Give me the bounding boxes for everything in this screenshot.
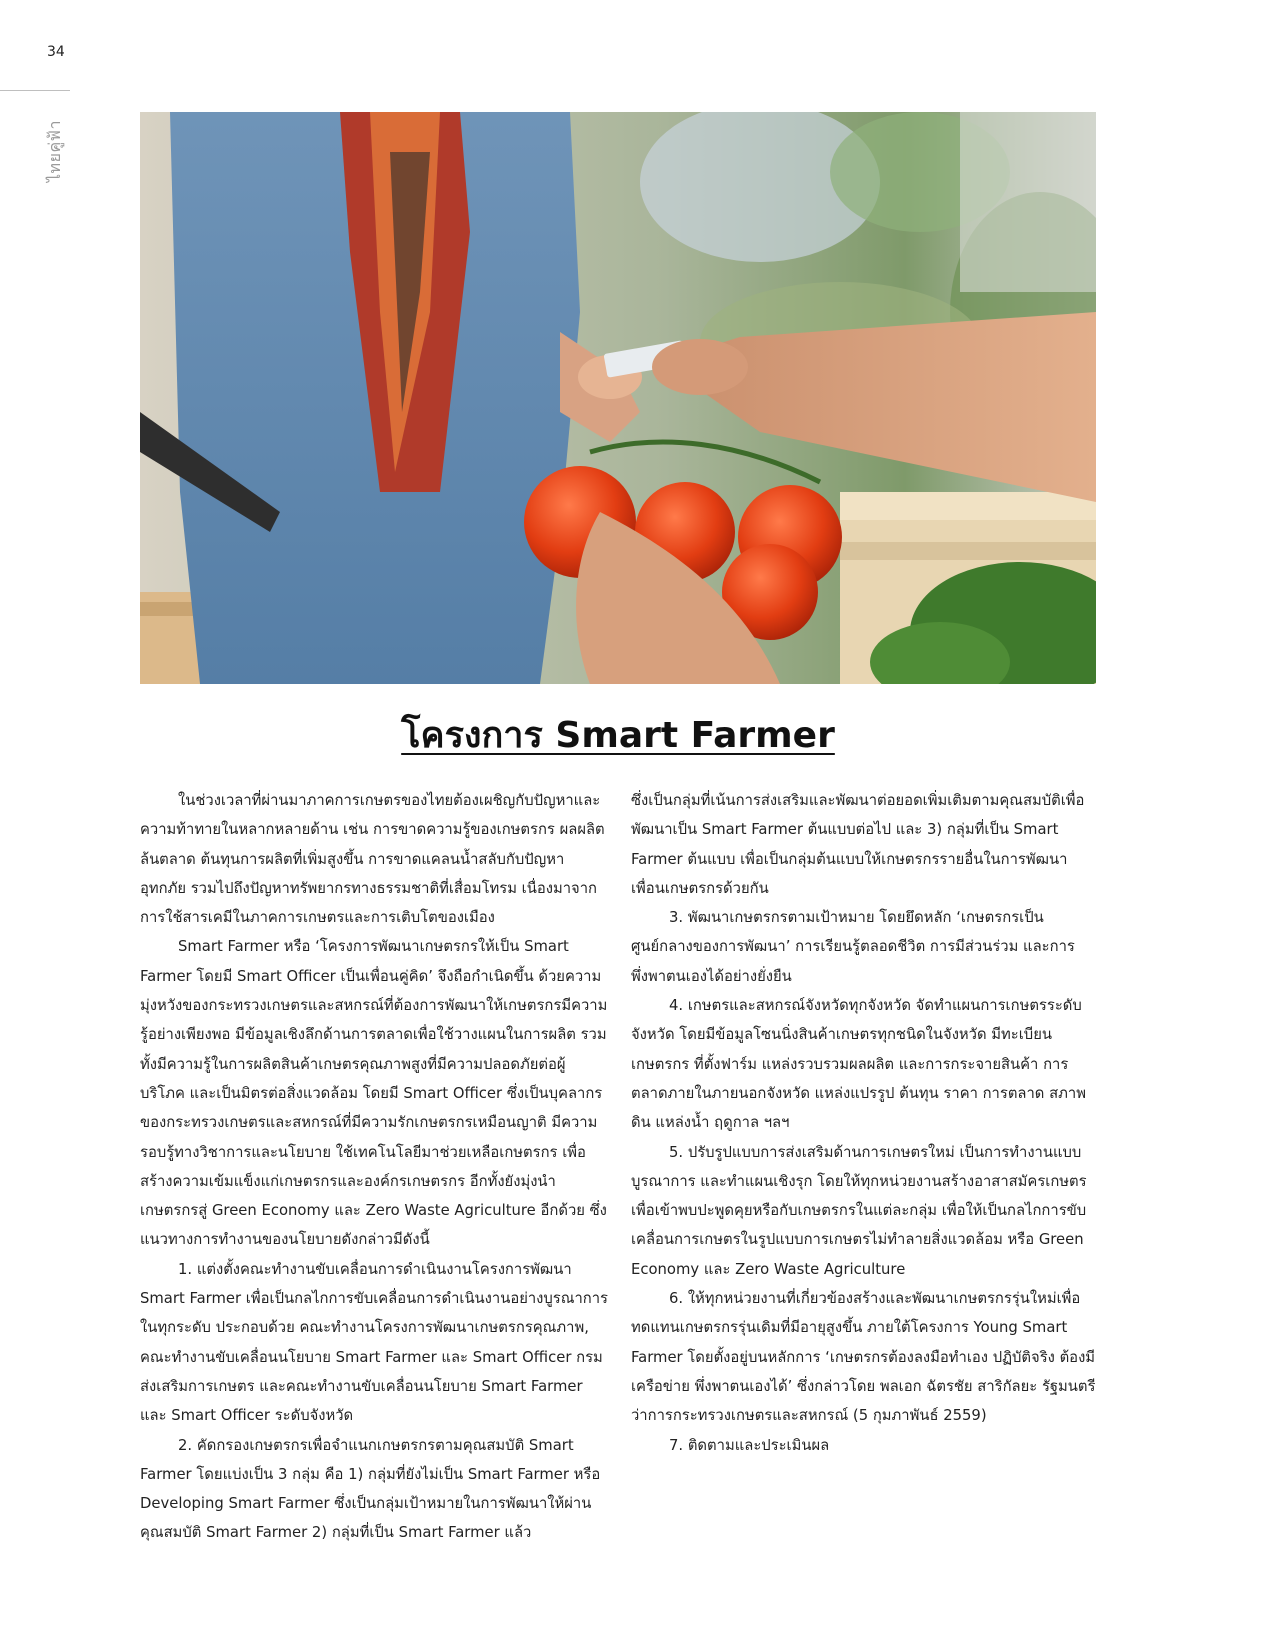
- paragraph: 3. พัฒนาเกษตรกรตามเป้าหมาย โดยยึดหลัก ‘เกษตรกรเป็นศูนย์กลางของการพัฒนา’ การเรียนรู้ตลอดชีวิต การมีส่วนร่วม และการพึ่งพาตนเองได้อย่างยั่งยืน: [631, 909, 1075, 985]
- section-label: ไทยคู่ฟ้า: [45, 120, 64, 182]
- market-photo-illustration: [140, 112, 1096, 684]
- paragraph: ในช่วงเวลาที่ผ่านมาภาคการเกษตรของไทยต้องเผชิญกับปัญหาและความท้าทายในหลากหลายด้าน เช่น การขาดความรู้ของเกษตรกร ผลผลิตล้นตลาด ต้นทุนการผลิตที่เพิ่มสูงขึ้น การขาดแคลนน้ำสลับกับปัญหาอุทกภัย รวมไปถึงปัญหาทรัพยากรทางธรรมชาติที่เสื่อมโทรม เนื่องมาจากการใช้สารเคมีในภาคการเกษตรและการเติบโตของเมือง: [140, 792, 605, 927]
- paragraph: 6. ให้ทุกหน่วยงานที่เกี่ยวข้องสร้างและพัฒนาเกษตรกรรุ่นใหม่เพื่อทดแทนเกษตรกรรุ่นเดิมที่มีอายุสูงขึ้น ภายใต้โครงการ Young Smart Farmer โดยตั้งอยู่บนหลักการ ‘เกษตรกรต้องลงมือทำเอง ปฏิบัติจริง ต้องมีเครือข่าย พึ่งพาตนเองได้’ ซึ่งกล่าวโดย พลเอก ฉัตรชัย สาริกัลยะ รัฐมนตรีว่าการกระทรวงเกษตรและสหกรณ์ (5 กุมภาพันธ์ 2559): [631, 1290, 1096, 1425]
- article-title: [140, 706, 1096, 763]
- paragraph: 4. เกษตรและสหกรณ์จังหวัดทุกจังหวัด จัดทำแผนการเกษตรระดับจังหวัด โดยมีข้อมูลโซนนิ่งสินค้าเกษตรทุกชนิดในจังหวัด มีทะเบียนเกษตรกร ที่ตั้งฟาร์ม แหล่งรวบรวมผลผลิต และการกระจายสินค้า การตลาดภายในภายนอกจังหวัด แหล่งแปรรูป ต้นทุน ราคา การตลาด สภาพดิน แหล่งน้ำ ฤดูกาล ฯลฯ: [631, 997, 1086, 1132]
- paragraph: 7. ติดตามและประเมินผล: [669, 1436, 830, 1454]
- hero-photo: [140, 112, 1096, 684]
- paragraph: Smart Farmer หรือ ‘โครงการพัฒนาเกษตรกรให้เป็น Smart Farmer โดยมี Smart Officer เป็นเพื่อนคู่คิด’ จึงถือกำเนิดขึ้น ด้วยความมุ่งหวังของกระทรวงเกษตรและสหกรณ์ที่ต้องการพัฒนาให้เกษตรกรมีความรู้อย่างเพียงพอ มีข้อมูลเชิงลึกด้านการตลาดเพื่อใช้วางแผนในการผลิต รวมทั้งมีความรู้ในการผลิตสินค้าเกษตรคุณภาพสูงที่มีความปลอดภัยต่อผู้บริโภค และเป็นมิตรต่อสิ่งแวดล้อม โดยมี Smart Officer ซึ่งเป็นบุคลากรของกระทรวงเกษตรและสหกรณ์ที่มีความรักเกษตรกรเหมือนญาติ มีความรอบรู้ทางวิชาการและนโยบาย ใช้เทคโนโลยีมาช่วยเหลือเกษตรกร เพื่อสร้างความเข้มแข็งแก่เกษตรกรและองค์กรเกษตรกร อีกทั้งยังมุ่งนำเกษตรกรสู่ Green Economy และ Zero Waste Agriculture อีกด้วย ซึ่งแนวทางการทำงานของนโยบายดังกล่าวมีดังนี้: [140, 938, 608, 1249]
- paragraph: 1. แต่งตั้งคณะทำงานขับเคลื่อนการดำเนินงานโครงการพัฒนา Smart Farmer เพื่อเป็นกลไกการขับเคลื่อนการดำเนินงานอย่างบูรณาการในทุกระดับ ประกอบด้วย คณะทำงานโครงการพัฒนาเกษตรกรคุณภาพ, คณะทำงานขับเคลื่อนนโยบาย Smart Farmer และ Smart Officer กรมส่งเสริมการเกษตร และคณะทำงานขับเคลื่อนนโยบาย Smart Farmer และ Smart Officer ระดับจังหวัด: [140, 1260, 609, 1425]
- right-column: [631, 786, 1101, 1460]
- side-divider: [0, 90, 70, 91]
- article-title-text: โครงการ Smart Farmer: [401, 715, 835, 756]
- left-column: [140, 786, 610, 1548]
- paragraph: 5. ปรับรูปแบบการส่งเสริมด้านการเกษตรใหม่ เป็นการทำงานแบบบูรณาการ และทำแผนเชิงรุก โดยให้ทุกหน่วยงานสร้างอาสาสมัครเกษตร เพื่อเข้าพบปะพูดคุยหรือกับเกษตรกรในแต่ละกลุ่ม เพื่อให้เป็นกลไกการขับเคลื่อนการเกษตรในรูปแบบการเกษตรไม่ทำลายสิ่งแวดล้อม หรือ Green Economy และ Zero Waste Agriculture: [631, 1143, 1087, 1278]
- paragraph: ซึ่งเป็นกลุ่มที่เน้นการส่งเสริมและพัฒนาต่อยอดเพิ่มเติมตามคุณสมบัติเพื่อพัฒนาเป็น Smart Farmer ต้นแบบต่อไป และ 3) กลุ่มที่เป็น Smart Farmer ต้นแบบ เพื่อเป็นกลุ่มต้นแบบให้เกษตรกรรายอื่นในการพัฒนาเพื่อนเกษตรกรด้วยกัน: [631, 792, 1085, 897]
- paragraph: 2. คัดกรองเกษตรกรเพื่อจำแนกเกษตรกรตามคุณสมบัติ Smart Farmer โดยแบ่งเป็น 3 กลุ่ม คือ 1) กลุ่มที่ยังไม่เป็น Smart Farmer หรือ Developing Smart Farmer ซึ่งเป็นกลุ่มเป้าหมายในการพัฒนาให้ผ่านคุณสมบัติ Smart Farmer 2) กลุ่มที่เป็น Smart Farmer แล้ว: [140, 1436, 601, 1542]
- page-number: 34: [47, 44, 65, 60]
